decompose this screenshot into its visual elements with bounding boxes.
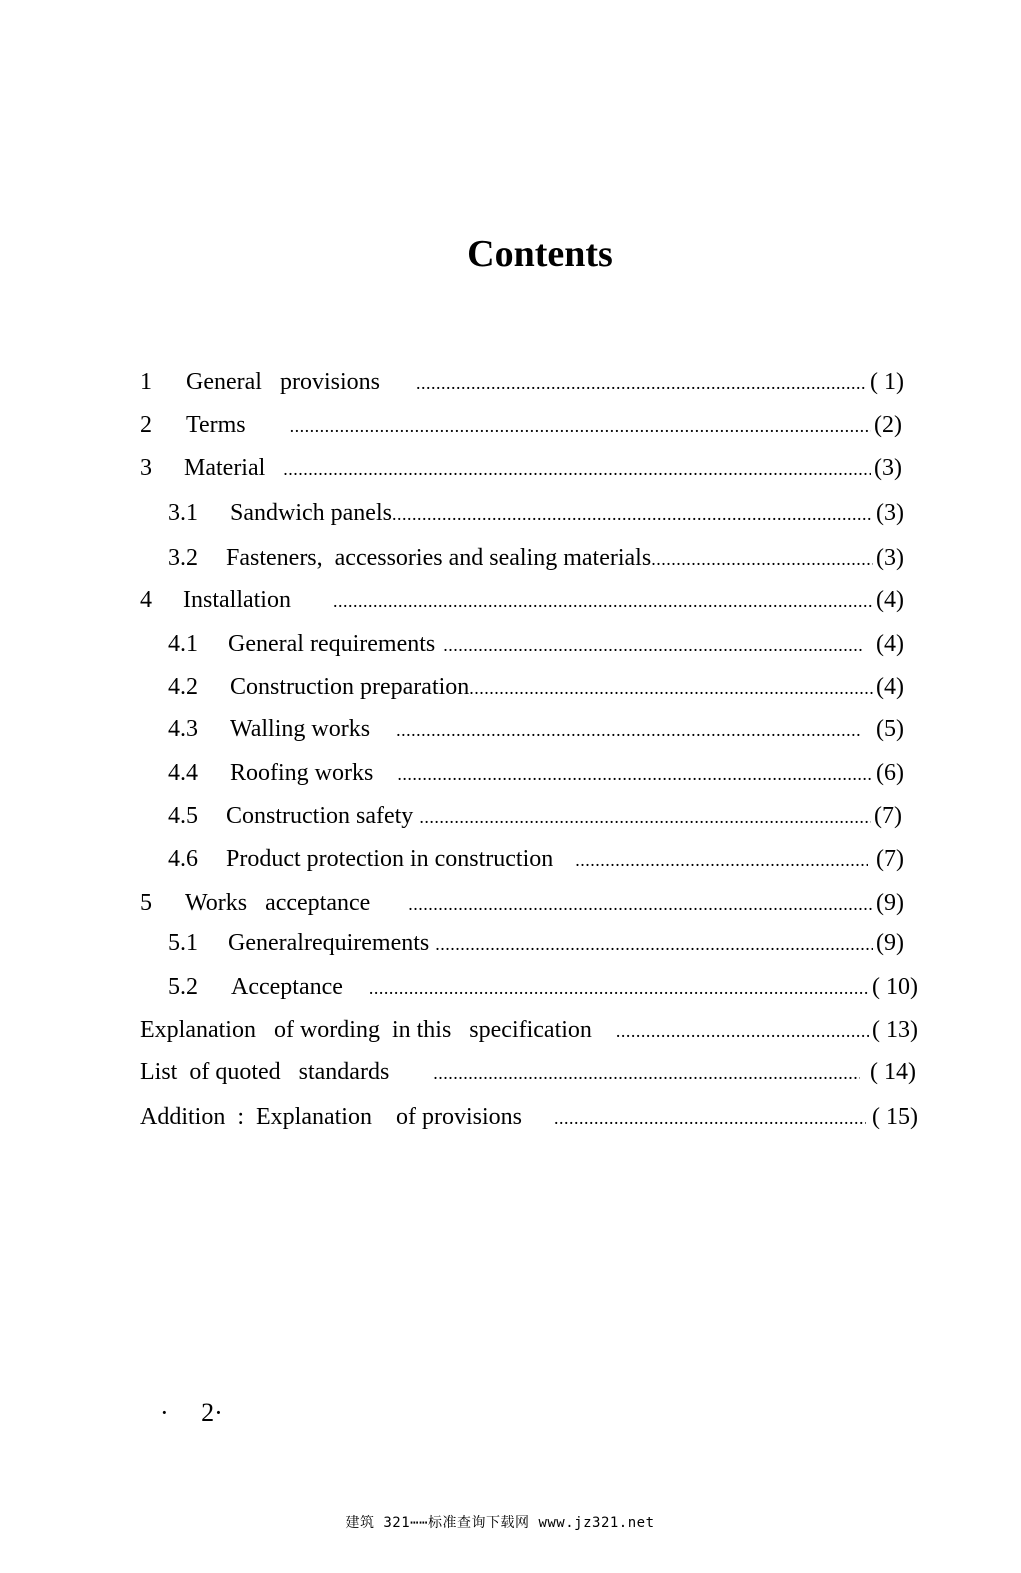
toc-entry-number: 3.1	[168, 500, 198, 526]
toc-entry-number: 4.3	[168, 716, 198, 742]
toc-entry-2[interactable]	[140, 409, 902, 441]
toc-entry-number: 4	[140, 587, 152, 613]
toc-entry-page: ( 1)	[870, 369, 904, 395]
toc-entry-page: (2)	[874, 412, 902, 438]
dot-leader	[396, 714, 860, 746]
toc-entry-5[interactable]	[140, 887, 904, 919]
toc-entry-label: Terms	[186, 412, 246, 438]
toc-entry-4[interactable]	[140, 584, 904, 616]
toc-entry-page: (9)	[876, 890, 904, 916]
dot-leader	[397, 758, 873, 790]
toc-entry-number: 4.1	[168, 631, 198, 657]
toc-entry-page: (4)	[876, 631, 904, 657]
toc-entry-page: (5)	[876, 716, 904, 742]
toc-entry-number: 3.2	[168, 545, 198, 571]
toc-entry-label: Generalrequirements	[228, 930, 430, 956]
toc-entry-page: (6)	[876, 760, 904, 786]
toc-entry-label: Fasteners, accessories and sealing materials	[226, 545, 652, 571]
dot-leader	[554, 1102, 866, 1134]
toc-entry-page: (3)	[876, 545, 904, 571]
dot-leader	[616, 1015, 869, 1047]
toc-entry-label: List of quoted standards	[140, 1059, 390, 1085]
toc-entry-label: Acceptance	[231, 974, 343, 1000]
dot-leader	[651, 543, 873, 575]
toc-entry-label: Addition : Explanation of provisions	[140, 1104, 522, 1130]
toc-entry-4-3[interactable]	[168, 713, 904, 745]
toc-entry-label: Walling works	[230, 716, 371, 742]
toc-entry-4-2[interactable]	[168, 671, 904, 703]
toc-entry-label: Roofing works	[230, 760, 374, 786]
page-number	[160, 1398, 223, 1428]
dot-leader	[575, 844, 868, 876]
toc-entry-page: (3)	[876, 500, 904, 526]
toc-entry-page: (9)	[876, 930, 904, 956]
toc-entry-page: (4)	[876, 674, 904, 700]
toc-entry-number: 4.6	[168, 846, 198, 872]
toc-entry-1[interactable]	[140, 366, 904, 398]
toc-entry-label: Explanation of wording in this specification	[140, 1017, 592, 1043]
dot-leader	[416, 367, 867, 399]
toc-entry-number: 5.2	[168, 974, 198, 1000]
footer-watermark: 建筑 321⋯⋯标准查询下载网 www.jz321.net	[345, 1515, 655, 1531]
toc-entry-page: ( 14)	[870, 1059, 916, 1085]
toc-entry-number: 2	[140, 412, 152, 438]
toc-entry-3[interactable]	[140, 452, 902, 484]
toc-entry-page: ( 15)	[872, 1104, 918, 1130]
dot-leader	[290, 410, 871, 442]
toc-entry-label: General requirements	[228, 631, 436, 657]
toc-entry-page: (4)	[876, 587, 904, 613]
toc-entry-number: 5.1	[168, 930, 198, 956]
dot-leader	[392, 498, 873, 530]
dot-leader	[283, 453, 871, 485]
toc-entry-number: 1	[140, 369, 152, 395]
dot-leader	[433, 1057, 860, 1089]
toc-entry-explanation-of-wording[interactable]	[140, 1014, 918, 1046]
toc-entry-label: Material	[184, 455, 266, 481]
dot-leader	[369, 972, 869, 1004]
toc-entry-number: 4.4	[168, 760, 198, 786]
toc-entry-5-1[interactable]	[168, 927, 904, 959]
dot-leader	[469, 672, 873, 704]
dot-leader	[333, 585, 873, 617]
toc-entry-number: 5	[140, 890, 152, 916]
toc-entry-label: Sandwich panels	[230, 500, 392, 526]
toc-entry-page: ( 13)	[872, 1017, 918, 1043]
toc-entry-label: Installation	[183, 587, 291, 613]
toc-entry-page: (3)	[874, 455, 902, 481]
toc-entry-label: Construction safety	[226, 803, 414, 829]
toc-entry-label: Works acceptance	[185, 890, 371, 916]
toc-entry-number: 4.2	[168, 674, 198, 700]
toc-entry-4-6[interactable]	[168, 843, 904, 875]
page-number-text: · 2·	[160, 1398, 223, 1427]
dot-leader	[408, 888, 873, 920]
toc-entry-4-1[interactable]	[168, 628, 904, 660]
toc-entry-3-2[interactable]	[168, 542, 904, 574]
page-title: Contents	[467, 233, 613, 275]
toc-entry-number: 4.5	[168, 803, 198, 829]
toc-entry-4-4[interactable]	[168, 757, 904, 789]
toc-entry-page: ( 10)	[872, 974, 918, 1000]
toc-entry-label: Product protection in construction	[226, 846, 554, 872]
dot-leader	[443, 629, 862, 661]
toc-entry-number: 3	[140, 455, 152, 481]
toc-entry-label: Construction preparation	[230, 674, 470, 700]
toc-entry-page: (7)	[874, 803, 902, 829]
toc-entry-page: (7)	[876, 846, 904, 872]
toc-entry-4-5[interactable]	[168, 800, 902, 832]
dot-leader	[419, 801, 871, 833]
dot-leader	[435, 928, 873, 960]
toc-entry-5-2[interactable]	[168, 971, 918, 1003]
toc-entry-addition[interactable]	[140, 1101, 918, 1133]
toc-entry-quoted-standards[interactable]	[140, 1056, 916, 1088]
toc-entry-label: General provisions	[186, 369, 380, 395]
toc-entry-3-1[interactable]	[168, 497, 904, 529]
